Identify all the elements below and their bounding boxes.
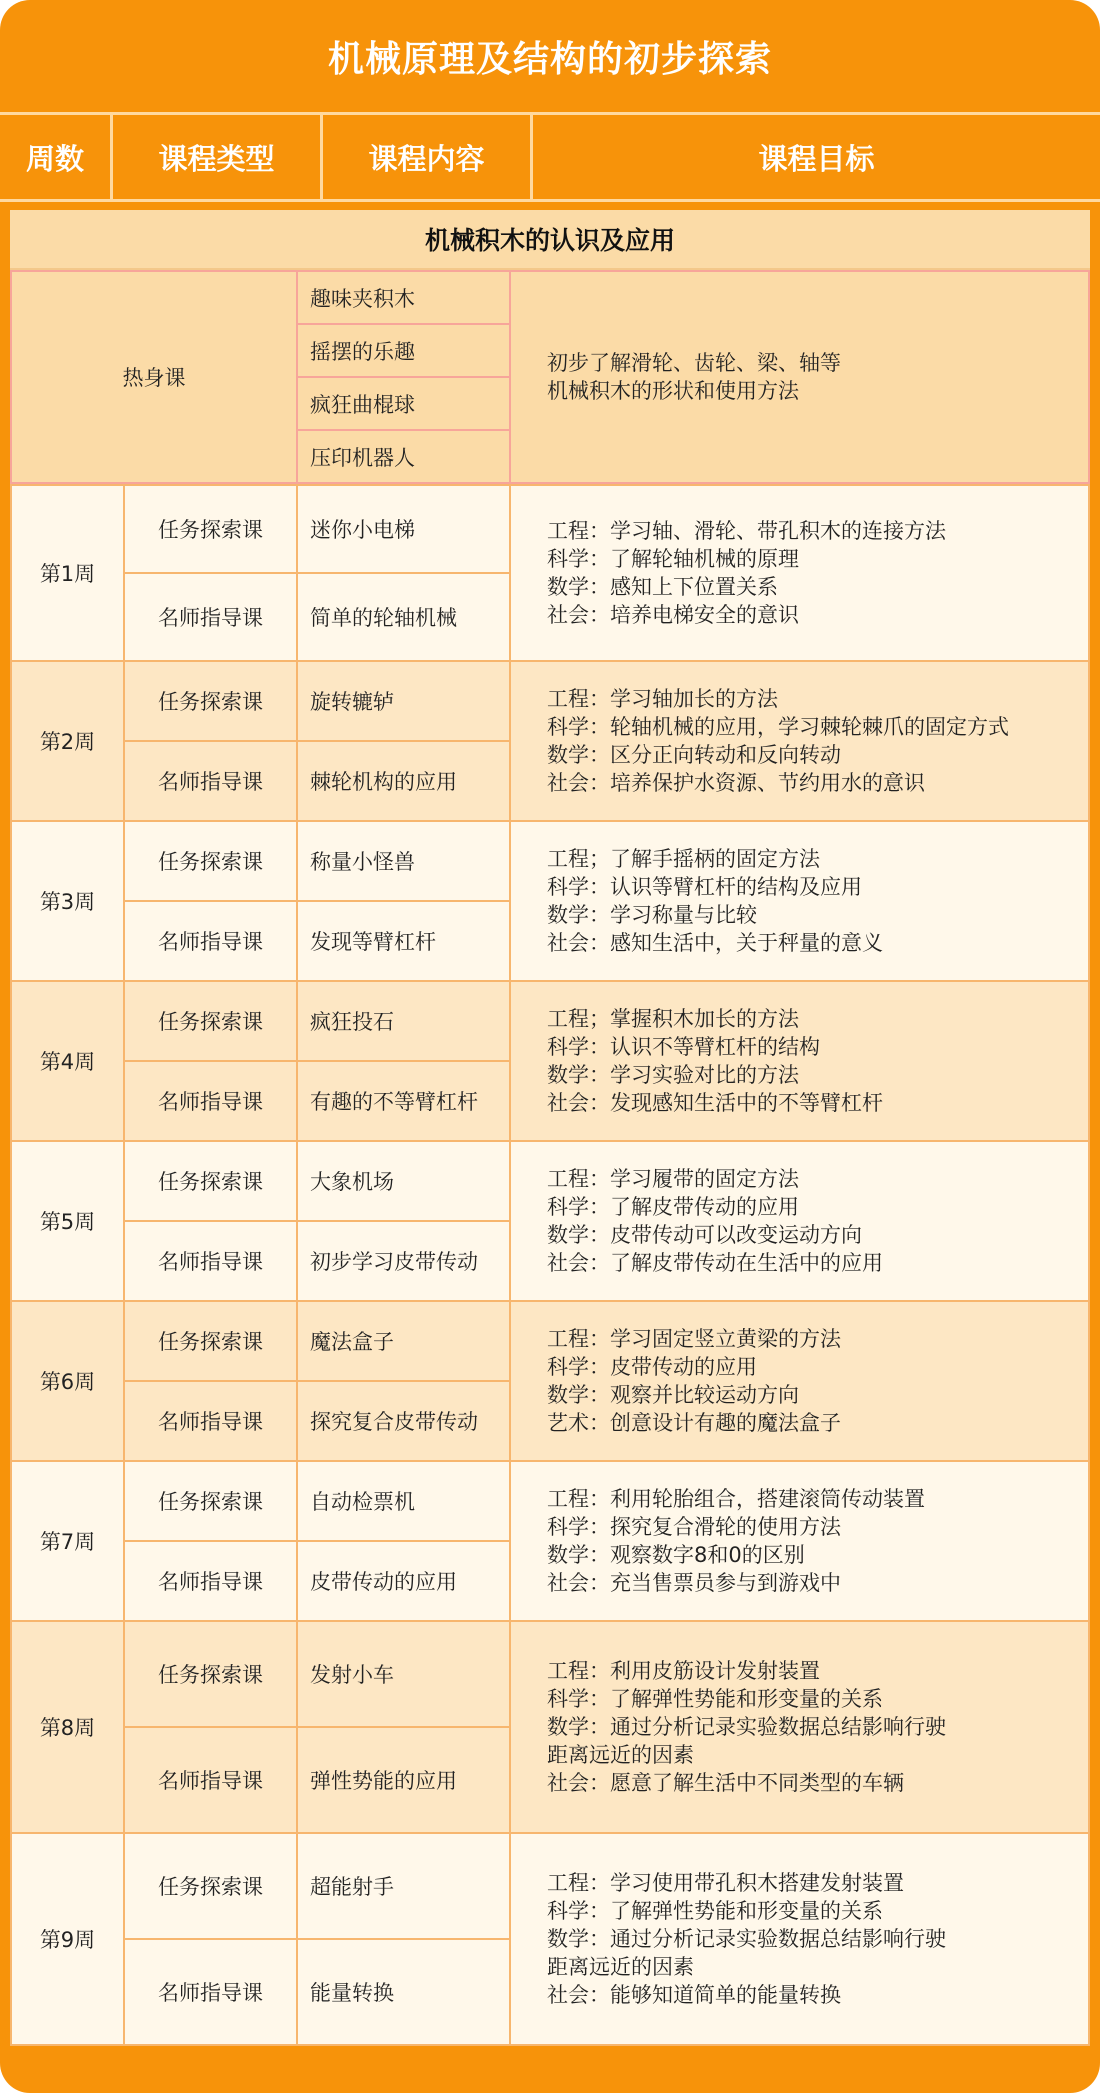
goal-line: 数学：感知上下位置关系 bbox=[547, 575, 778, 599]
goal-line: 科学：认识不等臂杠杆的结构 bbox=[547, 1035, 820, 1059]
lesson-type: 任务探索课 bbox=[124, 1301, 297, 1381]
table-row bbox=[11, 661, 1089, 741]
goal-line: 社会：培养电梯安全的意识 bbox=[547, 603, 799, 627]
lesson-type: 名师指导课 bbox=[124, 901, 297, 981]
page-title: 机械原理及结构的初步探索 bbox=[327, 38, 772, 80]
goal-line: 科学：轮轴机械的应用，学习棘轮棘爪的固定方式 bbox=[547, 715, 1009, 739]
week-label: 第5周 bbox=[11, 1141, 124, 1301]
goal-line: 科学：了解皮带传动的应用 bbox=[547, 1195, 799, 1219]
goal-line: 社会：培养保护水资源、节约用水的意识 bbox=[547, 771, 925, 795]
lesson-content: 皮带传动的应用 bbox=[297, 1541, 510, 1621]
table-row bbox=[11, 485, 1089, 573]
week-label: 第6周 bbox=[11, 1301, 124, 1461]
week-label: 第9周 bbox=[11, 1833, 124, 2045]
goal-line: 工程：学习固定竖立黄梁的方法 bbox=[547, 1327, 841, 1351]
goal-line: 工程：学习履带的固定方法 bbox=[547, 1167, 799, 1191]
lesson-type: 名师指导课 bbox=[124, 1381, 297, 1461]
table-body bbox=[10, 210, 1090, 2046]
warmup-table bbox=[10, 270, 1090, 484]
week-label: 第1周 bbox=[11, 485, 124, 661]
week-label: 第7周 bbox=[11, 1461, 124, 1621]
lesson-goals bbox=[510, 1301, 1089, 1461]
lesson-type: 名师指导课 bbox=[124, 1061, 297, 1141]
lesson-type: 任务探索课 bbox=[124, 1461, 297, 1541]
goal-line: 艺术：创意设计有趣的魔法盒子 bbox=[547, 1411, 841, 1435]
lesson-content: 能量转换 bbox=[297, 1939, 510, 2045]
warmup-type: 热身课 bbox=[11, 271, 297, 483]
table-row bbox=[11, 821, 1089, 901]
table-row bbox=[11, 1621, 1089, 1727]
warmup-content: 压印机器人 bbox=[297, 430, 510, 483]
warmup-goal bbox=[510, 271, 1089, 483]
lesson-content: 发现等臂杠杆 bbox=[297, 901, 510, 981]
lesson-type: 任务探索课 bbox=[124, 1833, 297, 1939]
goal-line: 社会：感知生活中，关于秤量的意义 bbox=[547, 931, 883, 955]
goal-line: 科学：探究复合滑轮的使用方法 bbox=[547, 1515, 841, 1539]
lesson-type: 名师指导课 bbox=[124, 1541, 297, 1621]
lesson-content: 自动检票机 bbox=[297, 1461, 510, 1541]
lesson-goals bbox=[510, 1461, 1089, 1621]
lesson-goals bbox=[510, 1621, 1089, 1833]
lesson-type: 任务探索课 bbox=[124, 981, 297, 1061]
goal-line: 工程：利用轮胎组合，搭建滚筒传动装置 bbox=[547, 1487, 925, 1511]
week-label: 第4周 bbox=[11, 981, 124, 1141]
table-row bbox=[11, 1833, 1089, 1939]
lesson-content: 旋转辘轳 bbox=[297, 661, 510, 741]
lesson-goals bbox=[510, 485, 1089, 661]
goal-line: 数学：观察数字8和0的区别 bbox=[547, 1543, 805, 1567]
lesson-type: 名师指导课 bbox=[124, 1727, 297, 1833]
lesson-type: 名师指导课 bbox=[124, 573, 297, 661]
lesson-content: 简单的轮轴机械 bbox=[297, 573, 510, 661]
lesson-content: 弹性势能的应用 bbox=[297, 1727, 510, 1833]
lesson-content: 大象机场 bbox=[297, 1141, 510, 1221]
warmup-content: 疯狂曲棍球 bbox=[297, 377, 510, 430]
header-type: 课程类型 bbox=[113, 115, 323, 199]
lesson-type: 名师指导课 bbox=[124, 741, 297, 821]
goal-line: 工程；掌握积木加长的方法 bbox=[547, 1007, 799, 1031]
lesson-content: 发射小车 bbox=[297, 1621, 510, 1727]
goal-line: 社会：了解皮带传动在生活中的应用 bbox=[547, 1251, 883, 1275]
lesson-type: 任务探索课 bbox=[124, 1621, 297, 1727]
goal-line: 机械积木的形状和使用方法 bbox=[547, 379, 799, 403]
lesson-type: 名师指导课 bbox=[124, 1221, 297, 1301]
week-label: 第8周 bbox=[11, 1621, 124, 1833]
lesson-goals bbox=[510, 1833, 1089, 2045]
goal-line: 距离远近的因素 bbox=[547, 1955, 694, 1979]
week-label: 第3周 bbox=[11, 821, 124, 981]
goal-line: 工程：利用皮筋设计发射装置 bbox=[547, 1659, 820, 1683]
goal-line: 科学：皮带传动的应用 bbox=[547, 1355, 757, 1379]
goal-line: 工程；了解手摇柄的固定方法 bbox=[547, 847, 820, 871]
section-title: 机械积木的认识及应用 bbox=[10, 210, 1090, 270]
goal-line: 数学：观察并比较运动方向 bbox=[547, 1383, 799, 1407]
goal-line: 数学：通过分析记录实验数据总结影响行驶 bbox=[547, 1715, 946, 1739]
goal-line: 社会：能够知道简单的能量转换 bbox=[547, 1983, 841, 2007]
goal-line: 工程：学习轴加长的方法 bbox=[547, 687, 778, 711]
goal-line: 数学：区分正向转动和反向转动 bbox=[547, 743, 841, 767]
goal-line: 数学：皮带传动可以改变运动方向 bbox=[547, 1223, 862, 1247]
lesson-content: 棘轮机构的应用 bbox=[297, 741, 510, 821]
goal-line: 数学：学习称量与比较 bbox=[547, 903, 757, 927]
lesson-type: 任务探索课 bbox=[124, 485, 297, 573]
goal-line: 距离远近的因素 bbox=[547, 1743, 694, 1767]
goal-line: 初步了解滑轮、齿轮、梁、轴等 bbox=[547, 351, 841, 375]
goal-line: 科学：了解轮轴机械的原理 bbox=[547, 547, 799, 571]
goal-line: 数学：学习实验对比的方法 bbox=[547, 1063, 799, 1087]
table-row bbox=[11, 1141, 1089, 1221]
goal-line: 数学：通过分析记录实验数据总结影响行驶 bbox=[547, 1927, 946, 1951]
header-week: 周数 bbox=[0, 115, 113, 199]
table-row bbox=[11, 1461, 1089, 1541]
lesson-content: 超能射手 bbox=[297, 1833, 510, 1939]
lesson-content: 称量小怪兽 bbox=[297, 821, 510, 901]
goal-line: 科学：了解弹性势能和形变量的关系 bbox=[547, 1687, 883, 1711]
lesson-type: 任务探索课 bbox=[124, 661, 297, 741]
header-goal: 课程目标 bbox=[758, 141, 875, 176]
goal-line: 社会：发现感知生活中的不等臂杠杆 bbox=[547, 1091, 883, 1115]
lesson-goals bbox=[510, 981, 1089, 1141]
lesson-type: 任务探索课 bbox=[124, 821, 297, 901]
weeks-table bbox=[10, 484, 1090, 2046]
goal-line: 科学：认识等臂杠杆的结构及应用 bbox=[547, 875, 862, 899]
lesson-goals bbox=[510, 1141, 1089, 1301]
goal-line: 工程：学习使用带孔积木搭建发射装置 bbox=[547, 1871, 904, 1895]
lesson-content: 疯狂投石 bbox=[297, 981, 510, 1061]
lesson-content: 初步学习皮带传动 bbox=[297, 1221, 510, 1301]
lesson-content: 迷你小电梯 bbox=[297, 485, 510, 573]
week-label: 第2周 bbox=[11, 661, 124, 821]
table-row bbox=[11, 1301, 1089, 1381]
goal-line: 工程：学习轴、滑轮、带孔积木的连接方法 bbox=[547, 519, 946, 543]
goal-line: 科学：了解弹性势能和形变量的关系 bbox=[547, 1899, 883, 1923]
warmup-content: 摇摆的乐趣 bbox=[297, 324, 510, 377]
lesson-goals bbox=[510, 821, 1089, 981]
lesson-type: 任务探索课 bbox=[124, 1141, 297, 1221]
warmup-content: 趣味夹积木 bbox=[297, 271, 510, 324]
goal-line: 社会：愿意了解生活中不同类型的车辆 bbox=[547, 1771, 904, 1795]
lesson-content: 有趣的不等臂杠杆 bbox=[297, 1061, 510, 1141]
table-row bbox=[11, 981, 1089, 1061]
lesson-goals bbox=[510, 661, 1089, 821]
goal-line: 社会：充当售票员参与到游戏中 bbox=[547, 1571, 841, 1595]
table-header bbox=[0, 112, 1100, 202]
header-content: 课程内容 bbox=[323, 115, 533, 199]
lesson-content: 探究复合皮带传动 bbox=[297, 1381, 510, 1461]
lesson-content: 魔法盒子 bbox=[297, 1301, 510, 1381]
lesson-type: 名师指导课 bbox=[124, 1939, 297, 2045]
